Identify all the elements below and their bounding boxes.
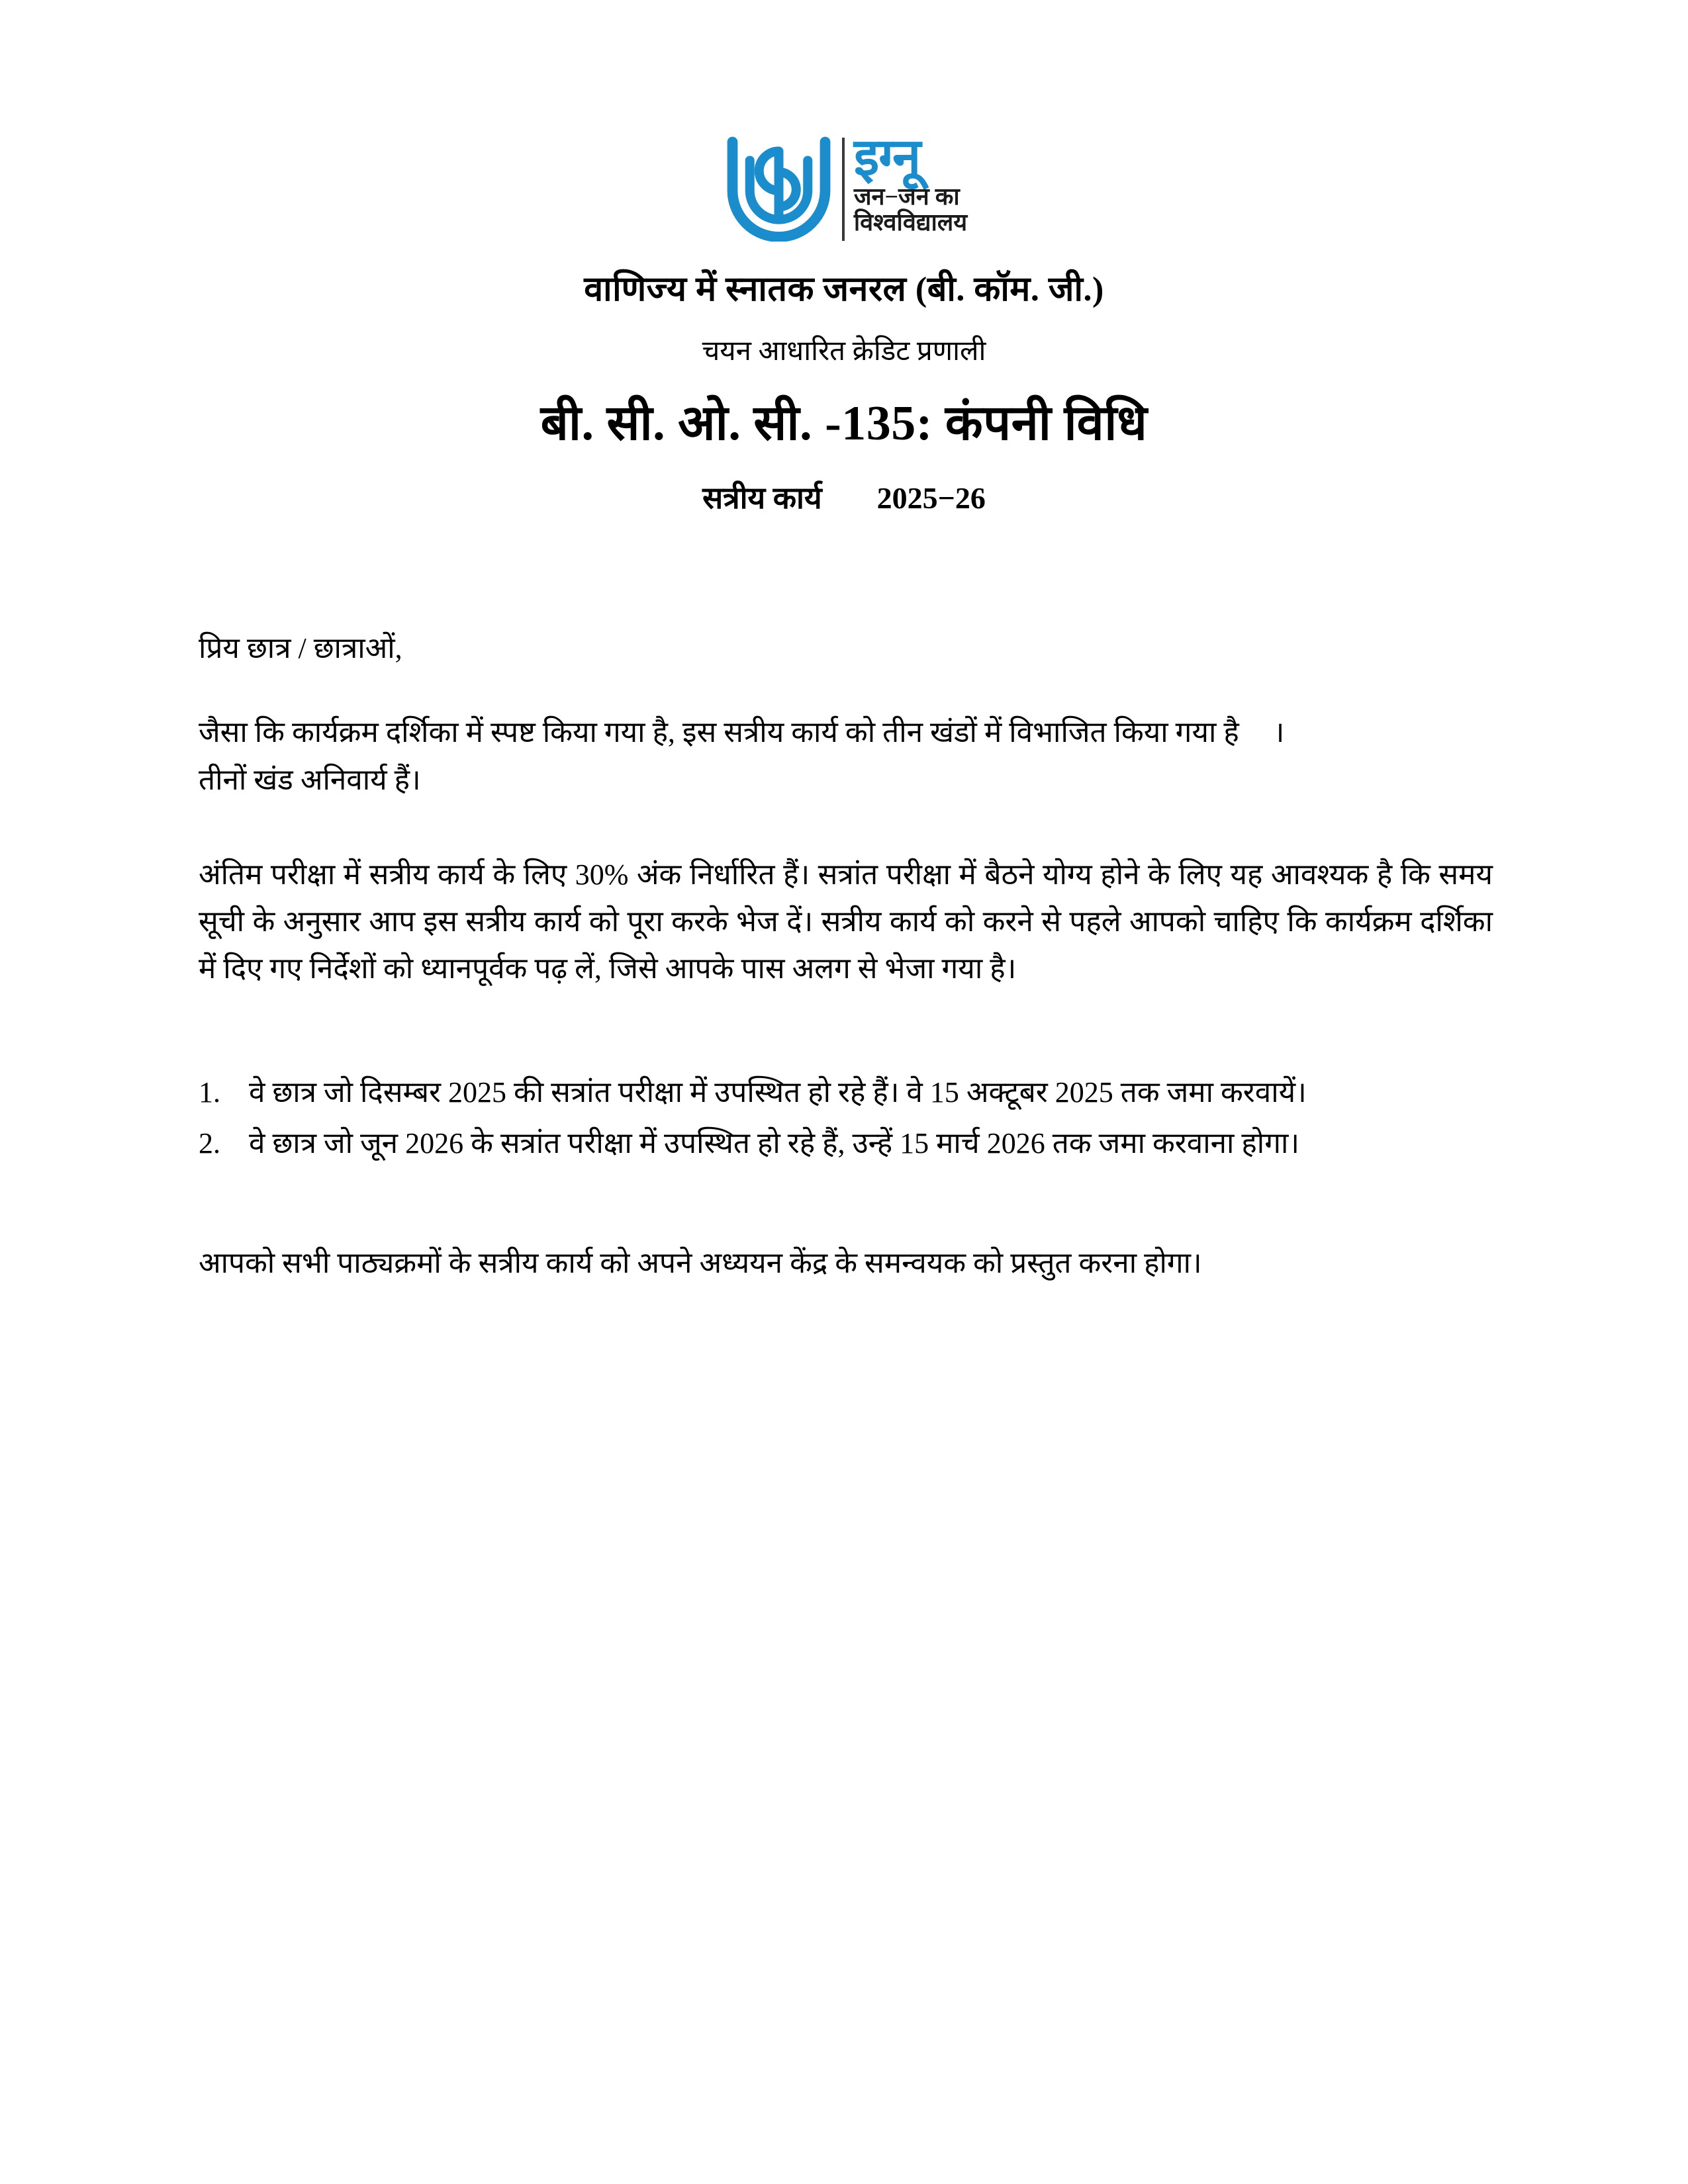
- paragraph-intro-danda: ।: [1273, 716, 1285, 749]
- ignou-emblem-icon: [721, 126, 837, 242]
- logo-inner: [721, 126, 967, 245]
- assignment-session: 2025−26: [876, 481, 986, 516]
- credit-system-subtitle: चयन आधारित क्रेडिट प्रणाली: [702, 336, 986, 367]
- assignment-session-line: [0, 480, 1688, 516]
- paragraph-intro: [199, 709, 1493, 803]
- list-item-text: वे छात्र जो दिसम्बर 2025 की सत्रांत परीक्षा में उपस्थित हो रहे हैं। वे 15 अक्टूबर 2025 तक जमा करवायें।: [249, 1075, 1307, 1109]
- logo-tagline-line2: विश्वविद्यालय: [853, 208, 968, 236]
- list-item-text: वे छात्र जो जून 2026 के सत्रांत परीक्षा में उपस्थित हो रहे हैं, उन्हें 15 मार्च 2026 तक जमा करवाना होगा।: [249, 1126, 1300, 1160]
- title-block: [0, 268, 1688, 516]
- paragraph-intro-second-line: तीनों खंड अनिवार्य हैं।: [199, 763, 421, 796]
- paragraph-final: आपको सभी पाठ्यक्रमों के सत्रीय कार्य को अपने अध्ययन केंद्र के समन्वयक को प्रस्तुत करना होगा।: [199, 1247, 1202, 1280]
- logo-wordmark: [854, 126, 967, 245]
- body-content: [199, 629, 1493, 1287]
- salutation: प्रिय छात्र / छात्राओं,: [199, 632, 402, 664]
- logo-tagline-line1: जन−जन का: [853, 183, 960, 210]
- list-item-number: 1.: [199, 1075, 220, 1109]
- list-item: [199, 1122, 1493, 1166]
- ignou-logo: [0, 126, 1688, 245]
- list-item-number: 2.: [199, 1126, 220, 1160]
- assignment-label: सत्रीय कार्य: [702, 481, 822, 516]
- submission-schedule-list: [199, 1071, 1493, 1166]
- course-title: बी. सी. ओ. सी. -135: कंपनी विधि: [540, 396, 1148, 451]
- paragraph-intro-main: जैसा कि कार्यक्रम दर्शिका में स्पष्ट किया गया है, इस सत्रीय कार्य को तीन खंडों में विभाजित किया गया है: [199, 716, 1239, 749]
- paragraph-marks: अंतिम परीक्षा में सत्रीय कार्य के लिए 30% अंक निर्धारित हैं। सत्रांत परीक्षा में बैठने योग्य होने के लिए यह आवश्यक है कि समय सूची के अनुसार आप इस सत्रीय कार्य को पूरा करके भेज दें। सत्रीय कार्य को करने से पहले आपको चाहिए कि कार्यक्रम दर्शिका में दिए गए निर्देशों को ध्यानपूर्वक पढ़ लें, जिसे आपके पास अलग से भेजा गया है।: [199, 858, 1493, 985]
- programme-title: वाणिज्य में स्नातक जनरल (बी. कॉम. जी.): [584, 271, 1104, 308]
- logo-divider: [842, 138, 845, 241]
- list-item: [199, 1071, 1493, 1115]
- logo-brand-name: इग्नू: [853, 128, 921, 186]
